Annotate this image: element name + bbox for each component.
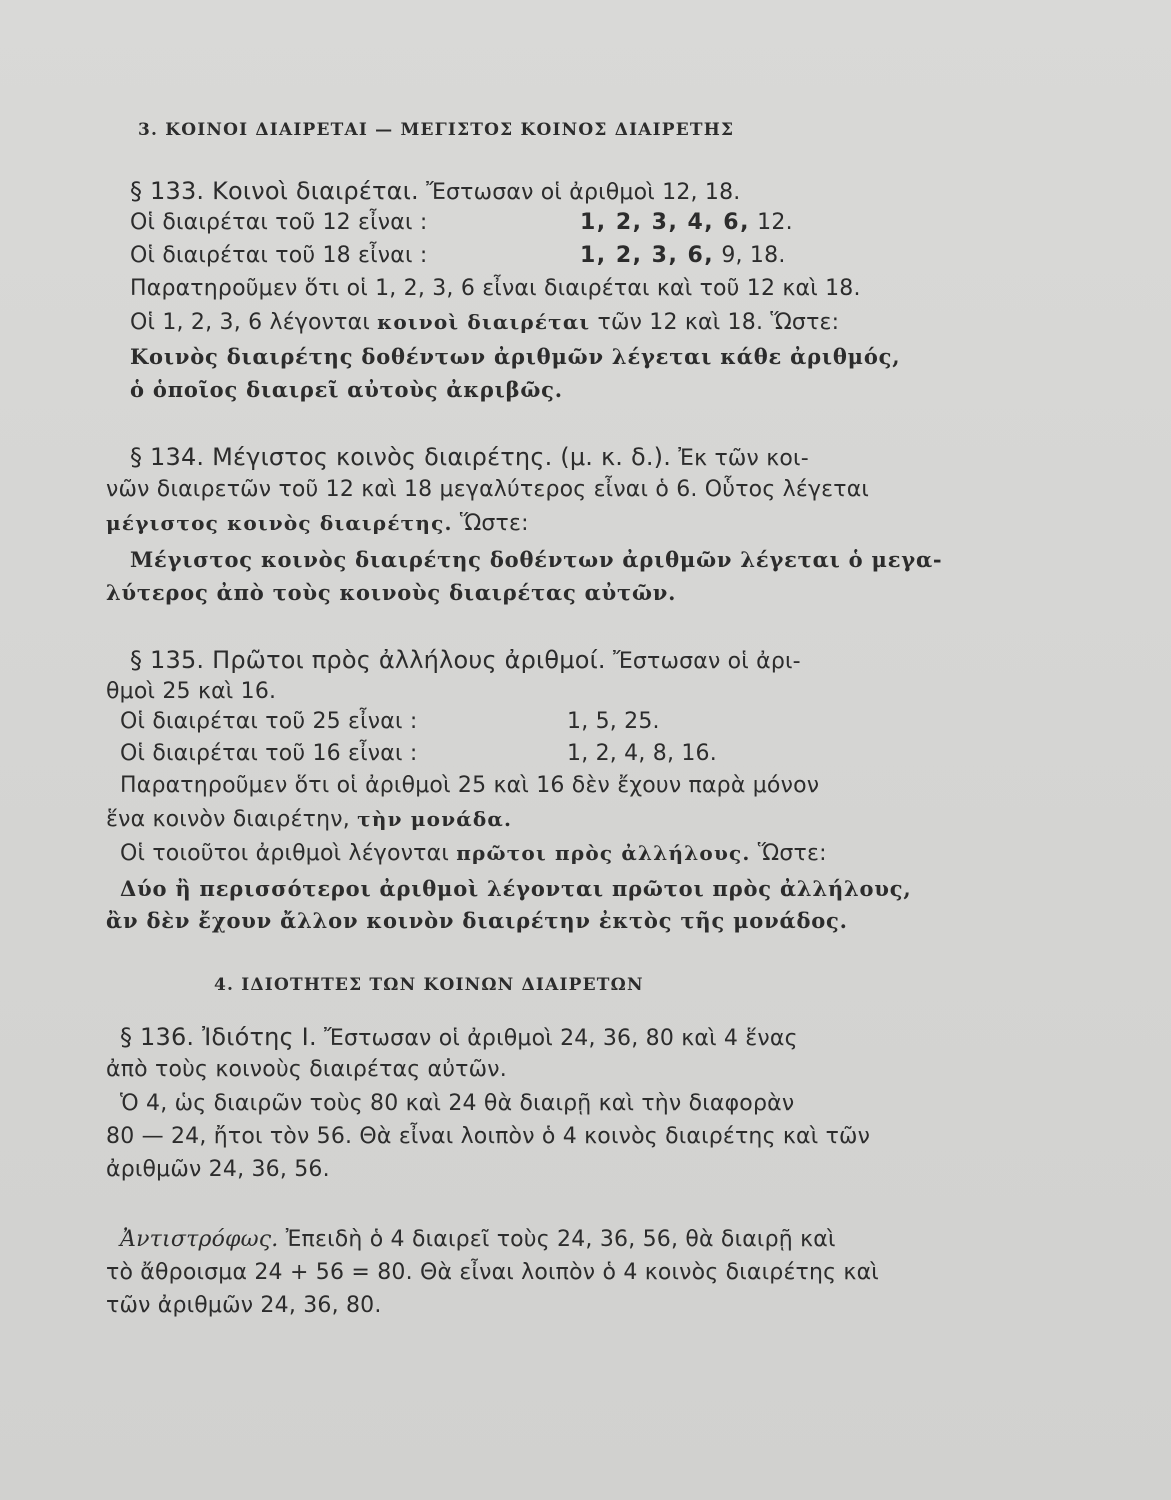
- divisors-18-values: [580, 241, 786, 271]
- paragraph-136-line-1: [120, 1022, 798, 1054]
- paragraph-134-line-3: [106, 508, 529, 539]
- divisors-25-values: 1, 5, 25.: [567, 709, 660, 734]
- paragraph-136-line-3: Ὁ 4, ὡς διαιρῶν τοὺς 80 καὶ 24 θὰ διαιρῇ καὶ τὴν διαφορὰν: [120, 1091, 795, 1116]
- paragraph-text: Ἔστωσαν οἱ ἀρι-: [612, 649, 801, 674]
- called-line: [130, 307, 839, 338]
- divisors-16-values: 1, 2, 4, 8, 16.: [567, 741, 717, 766]
- paragraph-title: § 135. Πρῶτοι πρὸς ἀλλήλους ἀριθμοί.: [130, 646, 606, 674]
- definition-line-2: λύτερος ἀπὸ τοὺς κοινοὺς διαιρέτας αὐτῶν.: [106, 580, 677, 605]
- divisors-rest: 9, 18.: [721, 243, 786, 268]
- text-span: Οἱ 1, 2, 3, 6 λέγονται: [130, 310, 370, 335]
- definition-line-1: Δύο ἢ περισσότεροι ἀριθμοὶ λέγονται πρῶτοι πρὸς ἀλλήλους,: [120, 876, 912, 901]
- divisors-label: Οἱ διαιρέται τοῦ 18 εἶναι :: [130, 243, 428, 268]
- divisors-12-values: [580, 208, 793, 238]
- term-bold: τὴν μονάδα.: [357, 807, 513, 831]
- divisors-25-label: Οἱ διαιρέται τοῦ 25 εἶναι :: [120, 709, 418, 734]
- divisors-16-label: Οἱ διαιρέται τοῦ 16 εἶναι :: [120, 741, 418, 766]
- paragraph-text: Ἔστωσαν οἱ ἀριθμοὶ 24, 36, 80 καὶ 4 ἕνας: [324, 1026, 798, 1051]
- paragraph-133-line-1: [130, 176, 741, 208]
- divisors-label: Οἱ διαιρέται τοῦ 12 εἶναι :: [130, 210, 428, 235]
- text-span: τῶν 12 καὶ 18. Ὥστε:: [597, 310, 840, 335]
- paragraph-135-line-2: θμοὶ 25 καὶ 16.: [106, 679, 277, 704]
- definition-line-2: ἂν δὲν ἔχουν ἄλλον κοινὸν διαιρέτην ἐκτὸς τῆς μονάδος.: [106, 908, 848, 933]
- term-bold: πρῶτοι πρὸς ἀλλήλους.: [456, 841, 751, 865]
- paragraph-135-line-1: [130, 645, 801, 677]
- divisors-12-line: [130, 208, 427, 238]
- paragraph-134-line-2: νῶν διαιρετῶν τοῦ 12 καὶ 18 μεγαλύτερος εἶναι ὁ 6. Οὗτος λέγεται: [106, 477, 870, 502]
- observation-line: Παρατηροῦμεν ὅτι οἱ 1, 2, 3, 6 εἶναι διαιρέται καὶ τοῦ 12 καὶ 18.: [130, 276, 861, 301]
- term-bold: κοινοὶ διαιρέται: [377, 310, 591, 334]
- section-heading: 3. ΚΟΙΝΟΙ ΔΙΑΙΡΕΤΑΙ — ΜΕΓΙΣΤΟΣ ΚΟΙΝΟΣ ΔΙΑΙΡΕΤΗΣ: [138, 120, 735, 140]
- definition-line-1: Κοινὸς διαιρέτης δοθέντων ἀριθμῶν λέγεται κάθε ἀριθμός,: [130, 344, 901, 369]
- text-span: Ὥστε:: [757, 841, 827, 866]
- term-bold: μέγιστος κοινὸς διαιρέτης.: [106, 511, 453, 535]
- text-span: Ὥστε:: [459, 511, 529, 536]
- definition-line-1: Μέγιστος κοινὸς διαιρέτης δοθέντων ἀριθμῶν λέγεται ὁ μεγα-: [130, 547, 943, 572]
- paragraph-title: § 134. Μέγιστος κοινὸς διαιρέτης. (μ. κ. δ.).: [130, 443, 672, 471]
- paragraph-136-line-4: 80 — 24, ἤτοι τὸν 56. Θὰ εἶναι λοιπὸν ὁ 4 κοινὸς διαιρέτης καὶ τῶν: [106, 1124, 871, 1149]
- paragraph-136-line-5: ἀριθμῶν 24, 36, 56.: [106, 1157, 330, 1182]
- called-line: [120, 838, 827, 869]
- common-divisors-bold: 1, 2, 3, 6,: [580, 243, 715, 268]
- text-span: ἕνα κοινὸν διαιρέτην,: [106, 807, 350, 832]
- paragraph-title: § 136. Ἰδιότης Ι.: [120, 1023, 317, 1051]
- divisors-18-line: [130, 241, 427, 271]
- converse-line-2: τὸ ἄθροισμα 24 + 56 = 80. Θὰ εἶναι λοιπὸν ὁ 4 κοινὸς διαιρέτης καὶ: [106, 1260, 879, 1285]
- paragraph-136-line-2: ἀπὸ τοὺς κοινοὺς διαιρέτας αὐτῶν.: [106, 1057, 507, 1082]
- text-span: Οἱ τοιοῦτοι ἀριθμοὶ λέγονται: [120, 841, 449, 866]
- divisors-rest: 12.: [757, 210, 793, 235]
- paragraph-text: Ἔστωσαν οἱ ἀριθμοὶ 12, 18.: [426, 180, 741, 205]
- common-divisors-bold: 1, 2, 3, 4, 6,: [580, 210, 750, 235]
- converse-line-3: τῶν ἀριθμῶν 24, 36, 80.: [106, 1293, 382, 1318]
- converse-label: Ἀντιστρόφως.: [120, 1227, 279, 1252]
- paragraph-title: § 133. Κοινοὶ διαιρέται.: [130, 177, 419, 205]
- converse-line-1: [120, 1225, 836, 1255]
- section-heading: 4. ΙΔΙΟΤΗΤΕΣ ΤΩΝ ΚΟΙΝΩΝ ΔΙΑΙΡΕΤΩΝ: [214, 975, 644, 995]
- definition-line-2: ὁ ὁποῖος διαιρεῖ αὐτοὺς ἀκριβῶς.: [130, 377, 563, 402]
- observation-line-2: [106, 804, 512, 835]
- paragraph-134-line-1: [130, 442, 809, 474]
- observation-line-1: Παρατηροῦμεν ὅτι οἱ ἀριθμοὶ 25 καὶ 16 δὲν ἔχουν παρὰ μόνον: [120, 773, 820, 798]
- paragraph-text: Ἐκ τῶν κοι-: [678, 446, 809, 471]
- text-span: Ἐπειδὴ ὁ 4 διαιρεῖ τοὺς 24, 36, 56, θὰ διαιρῇ καὶ: [285, 1227, 836, 1252]
